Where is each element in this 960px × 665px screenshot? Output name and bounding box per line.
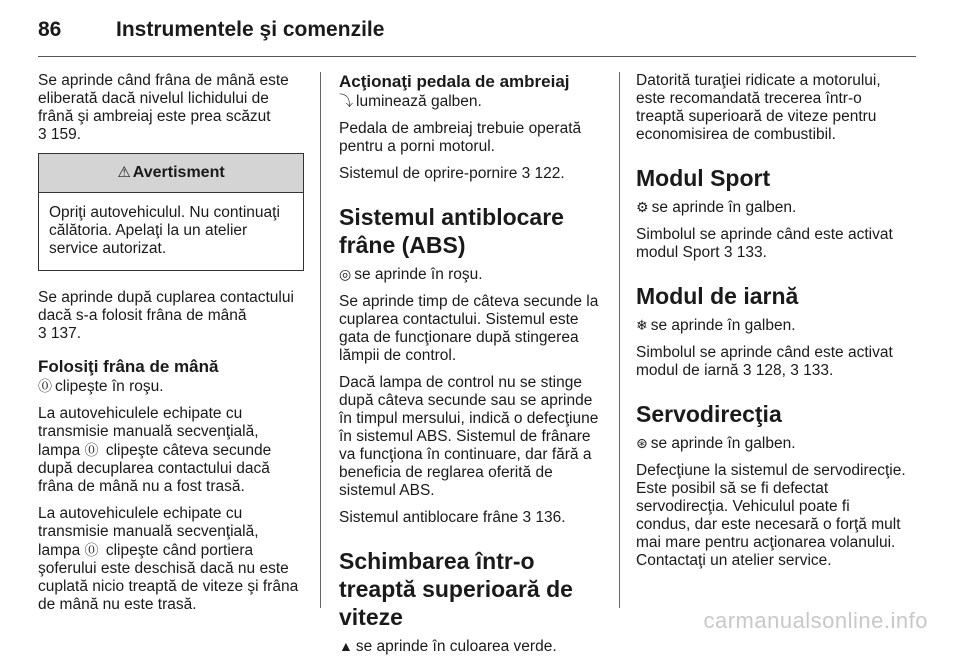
page-reference: 3 159. — [38, 126, 82, 143]
brake-warning-icon: ⓪ — [84, 442, 99, 458]
warning-header: ⚠ Avertisment — [39, 154, 303, 193]
watermark: carmanualsonline.info — [703, 608, 928, 633]
paragraph: Dacă lampa de control nu se stinge după câteva secunde sau se aprinde în timpul mersului, indică o defecţiune în sistemul ABS. Sistemul de frânare va funcţiona în continuare, dar fără a beneficia de reglarea oferită de sistemul ABS. — [339, 374, 599, 499]
section-heading: Modul de iarnă — [636, 283, 799, 309]
section-heading: Folosiţi frâna de mână — [38, 357, 219, 376]
paragraph: Simbolul se aprinde când este activat modul de iarnă 3 128, 3 133. — [636, 344, 893, 379]
column-2 — [339, 72, 605, 665]
column-1 — [38, 72, 304, 623]
header-divider — [38, 56, 916, 57]
warning-body: Opriţi autovehiculul. Nu continuaţi călătoria. Apelaţi la un atelier service autorizat. — [49, 204, 280, 257]
section-heading: Sistemul antiblocare frâne (ABS) — [339, 204, 564, 258]
icon-line: ❄ se aprinde în galben. — [636, 317, 796, 334]
section-heading: Modul Sport — [636, 165, 771, 191]
upshift-arrow-icon: ▲ — [339, 638, 353, 654]
icon-line: ⤵ luminează galben. — [339, 93, 482, 110]
icon-line: ◎ se aprinde în roşu. — [339, 266, 483, 283]
icon-line: ⓪ clipeşte în roşu. — [38, 378, 164, 395]
icon-line: ⊛ se aprinde în galben. — [636, 435, 796, 452]
paragraph: Datorită turaţiei ridicate a motorului, este recomandată trecerea într-o treaptă superioară de viteze pentru economisirea de combustibil. — [636, 72, 881, 143]
sport-mode-icon: ⚙ — [636, 199, 649, 215]
page-header — [38, 12, 918, 48]
power-steering-icon: ⊛ — [636, 435, 648, 451]
clutch-pedal-icon: ⤵ — [339, 93, 353, 109]
icon-line: ⚙ se aprinde în galben. — [636, 199, 797, 216]
abs-icon: ◎ — [339, 266, 352, 282]
page-title: Instrumentele şi comenzile — [116, 18, 385, 41]
paragraph: Simbolul se aprinde când este activat modul Sport 3 133. — [636, 226, 893, 261]
snowflake-icon: ❄ — [636, 317, 648, 333]
icon-line: ▲ se aprinde în culoarea verde. — [339, 638, 557, 655]
paragraph: Defecţiune la sistemul de servodirecţie. Este posibil să se fi defectat servodirecţia. Vehiculul poate fi condus, dar este necesară o forţă mult mai mare pentru acţionarea volanului. Contactaţi un atelier service. — [636, 462, 906, 569]
paragraph: Sistemul antiblocare frâne 3 136. — [339, 509, 566, 526]
paragraph: La autovehiculele echipate cu transmisie manuală secvenţială, lampa ⓪ clipeşte când portiera şoferului este deschisă dacă nu este cuplată nicio treaptă de viteze şi frâna de mână nu este trasă. — [38, 505, 299, 613]
brake-warning-icon: ⓪ — [84, 542, 99, 558]
paragraph: Se aprinde timp de câteva secunde la cuplarea contactului. Sistemul este gata de funcţionare după stingerea lămpii de control. — [339, 293, 599, 364]
brake-warning-icon: ⓪ — [38, 378, 52, 394]
column-3 — [636, 72, 906, 579]
paragraph: Se aprinde după cuplarea contactului dacă s-a folosit frâna de mână 3 137. — [38, 289, 294, 342]
column-divider-1 — [320, 72, 321, 608]
section-heading: Schimbarea într-o treaptă superioară de viteze — [339, 548, 573, 630]
warning-triangle-icon: ⚠ — [117, 164, 131, 181]
warning-box — [38, 153, 304, 271]
section-heading: Servodirecţia — [636, 401, 782, 427]
section-heading: Acţionaţi pedala de ambreiaj — [339, 72, 570, 91]
column-divider-2 — [619, 72, 620, 608]
paragraph: Se aprinde când frâna de mână este eliberată dacă nivelul lichidului de frână şi ambreiaj este prea scăzut 3 159. — [38, 72, 289, 143]
page-reference: 3 137. — [38, 325, 82, 342]
page-number: 86 — [38, 18, 62, 41]
paragraph: Pedala de ambreiaj trebuie operată pentru a porni motorul. — [339, 120, 582, 155]
paragraph: Sistemul de oprire-pornire 3 122. — [339, 165, 565, 182]
paragraph: La autovehiculele echipate cu transmisie manuală secvenţială, lampa ⓪ clipeşte câteva secunde după decuplarea contactului dacă frâna de mână nu a fost trasă. — [38, 405, 272, 495]
